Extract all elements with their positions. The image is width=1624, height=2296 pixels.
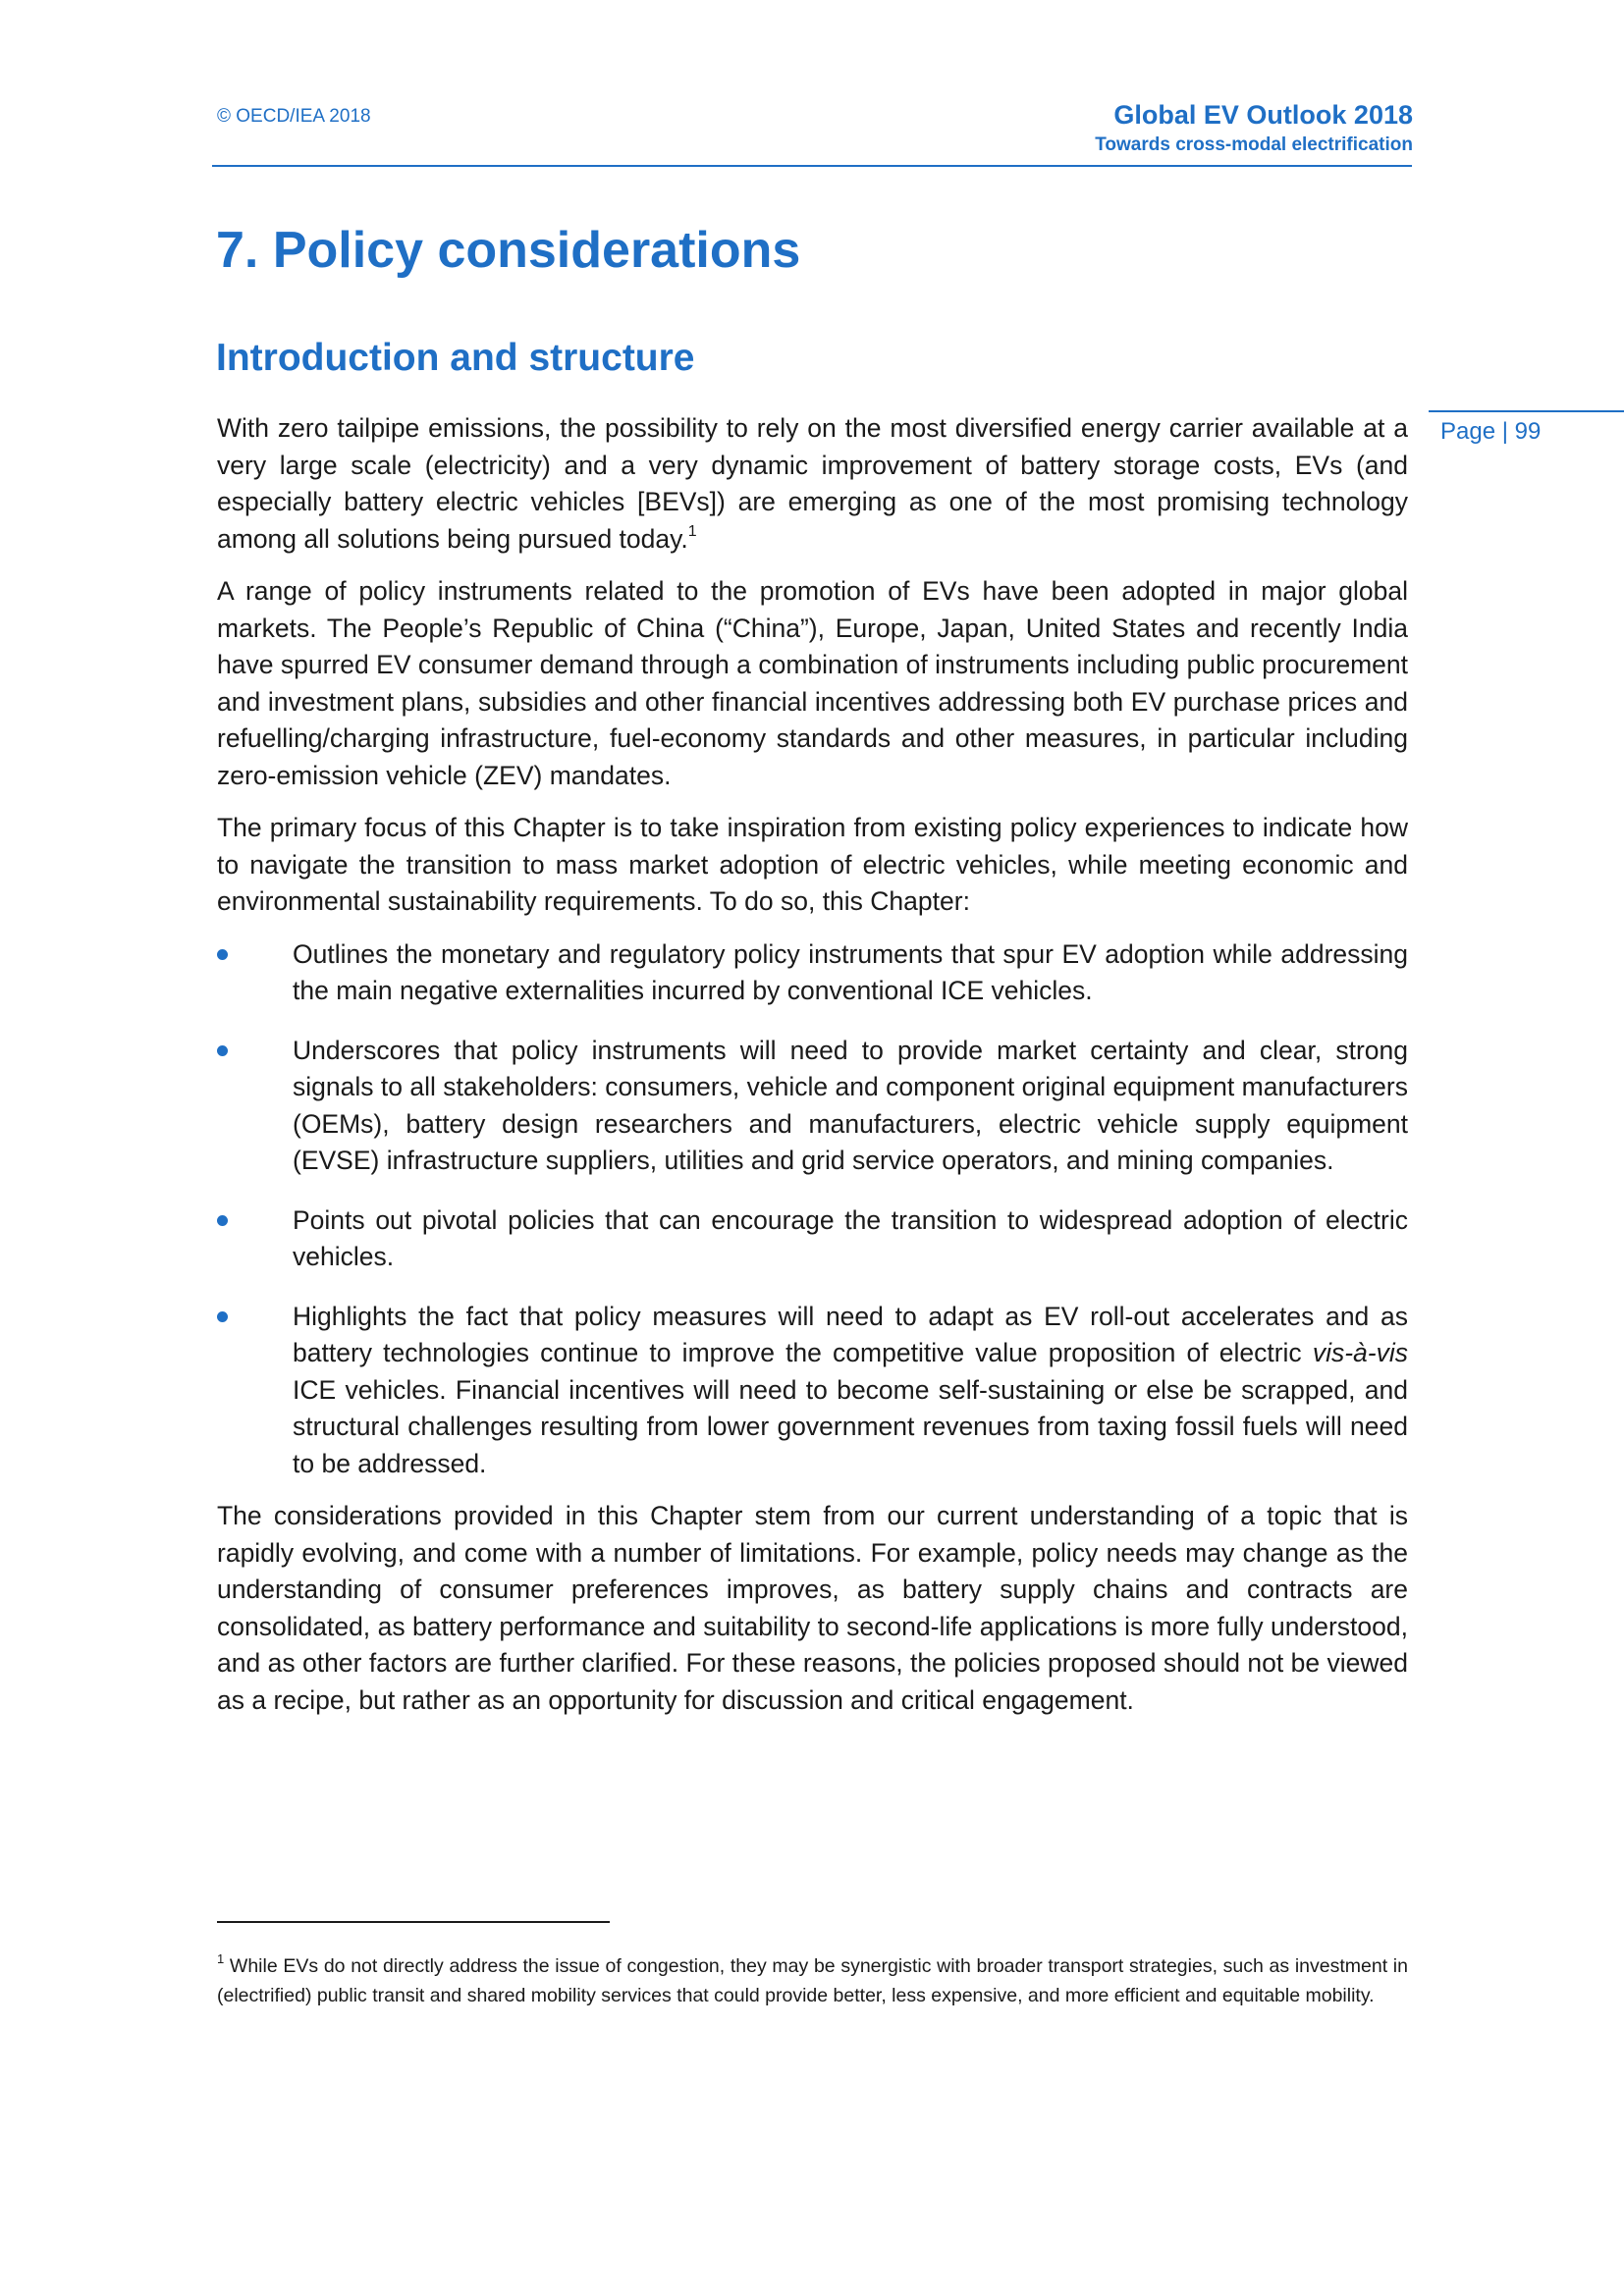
footnote-divider — [217, 1921, 610, 1923]
page-number: Page | 99 — [1440, 418, 1542, 445]
copyright-notice: © OECD/IEA 2018 — [217, 106, 371, 127]
header-divider — [212, 165, 1412, 167]
paragraph-chapter-focus: The primary focus of this Chapter is to take inspiration from existing policy experiences to indicate how to navigate the transition to mass market adoption of electric vehicles, while meeting economic and environmental sustainability requirements. To do so, this Chapter: — [217, 813, 1408, 916]
publication-subtitle: Towards cross-modal electrification — [1095, 134, 1413, 155]
footnote-number: 1 — [217, 1951, 225, 1966]
list-item-text: Underscores that policy instruments will need to provide market certainty and clear, strong signals to all stakeholders: consumers, vehicle and component original equipment manufacturers (OEMs), battery design researchers and manufacturers, electric vehicle supply equipment (EVSE) infrastructure suppliers, utilities and grid service operators, and mining companies. — [293, 1035, 1408, 1175]
footnote-text: While EVs do not directly address the issue of congestion, they may be synergistic with broader transport strategies, such as investment in (electrified) public transit and shared mobility services that could provide better, less expensive, and more efficient and equitable mobility. — [217, 1955, 1408, 2006]
list-item — [217, 1299, 1408, 1483]
list-item — [217, 936, 1408, 1010]
paragraph-intro — [217, 410, 1408, 558]
paragraph-intro-text: With zero tailpipe emissions, the possibility to rely on the most diversified energy carrier available at a very large scale (electricity) and a very dynamic improvement of battery storage costs, EVs (and especially battery electric vehicles [BEVs]) are emerging as one of the most promising technology among all solutions being pursued today. — [217, 413, 1408, 554]
list-item-text: Points out pivotal policies that can encourage the transition to widespread adoption of electric vehicles. — [293, 1204, 1408, 1271]
list-item-text-italic: vis-à-vis — [1312, 1338, 1408, 1367]
list-item-text-end: ICE vehicles. Financial incentives will need to become self-sustaining or else be scrapped, and structural challenges resulting from lower government revenues from taxing fossil fuels will need to be addressed. — [293, 1374, 1408, 1478]
list-item — [217, 1033, 1408, 1180]
bullet-icon — [217, 1045, 228, 1056]
list-item-text: Outlines the monetary and regulatory policy instruments that spur EV adoption while addressing the main negative externalities incurred by conventional ICE vehicles. — [293, 938, 1408, 1005]
list-item — [217, 1202, 1408, 1276]
bullet-icon — [217, 1311, 228, 1322]
paragraph-considerations: The considerations provided in this Chapter stem from our current understanding of a topic that is rapidly evolving, and come with a number of limitations. For example, policy needs may change as the understanding of consumer preferences improves, as battery supply chains and contracts are consolidated, as battery performance and suitability to second-life applications is more fully understood, and as other factors are further clarified. For these reasons, the policies proposed should not be viewed as a recipe, but rather as an opportunity for discussion and critical engagement. — [217, 1501, 1408, 1715]
bullet-icon — [217, 949, 228, 960]
paragraph-policy-instruments: A range of policy instruments related to the promotion of EVs have been adopted in major global markets. The People’s Republic of China (“China”), Europe, Japan, United States and recently India have spurred EV consumer demand through a combination of instruments including public procurement and investment plans, subsidies and other financial incentives addressing both EV purchase prices and refuelling/charging infrastructure, fuel-economy standards and other measures, in particular including zero-emission vehicle (ZEV) mandates. — [217, 576, 1408, 790]
body-text — [217, 410, 1408, 1735]
chapter-outline-list — [217, 936, 1408, 1483]
list-item-text-start: Highlights the fact that policy measures will need to adapt as EV roll-out accelerates and as battery technologies continue to improve the competitive value proposition of electric — [293, 1301, 1408, 1367]
footnote-reference[interactable]: 1 — [687, 522, 697, 540]
chapter-title: 7. Policy considerations — [216, 222, 801, 279]
page-marker — [1429, 410, 1624, 446]
page-marker-divider — [1429, 410, 1624, 412]
running-header — [1095, 98, 1413, 159]
section-title: Introduction and structure — [216, 337, 695, 379]
bullet-icon — [217, 1215, 228, 1226]
publication-title: Global EV Outlook 2018 — [1113, 100, 1413, 130]
footnote — [217, 1951, 1408, 2010]
